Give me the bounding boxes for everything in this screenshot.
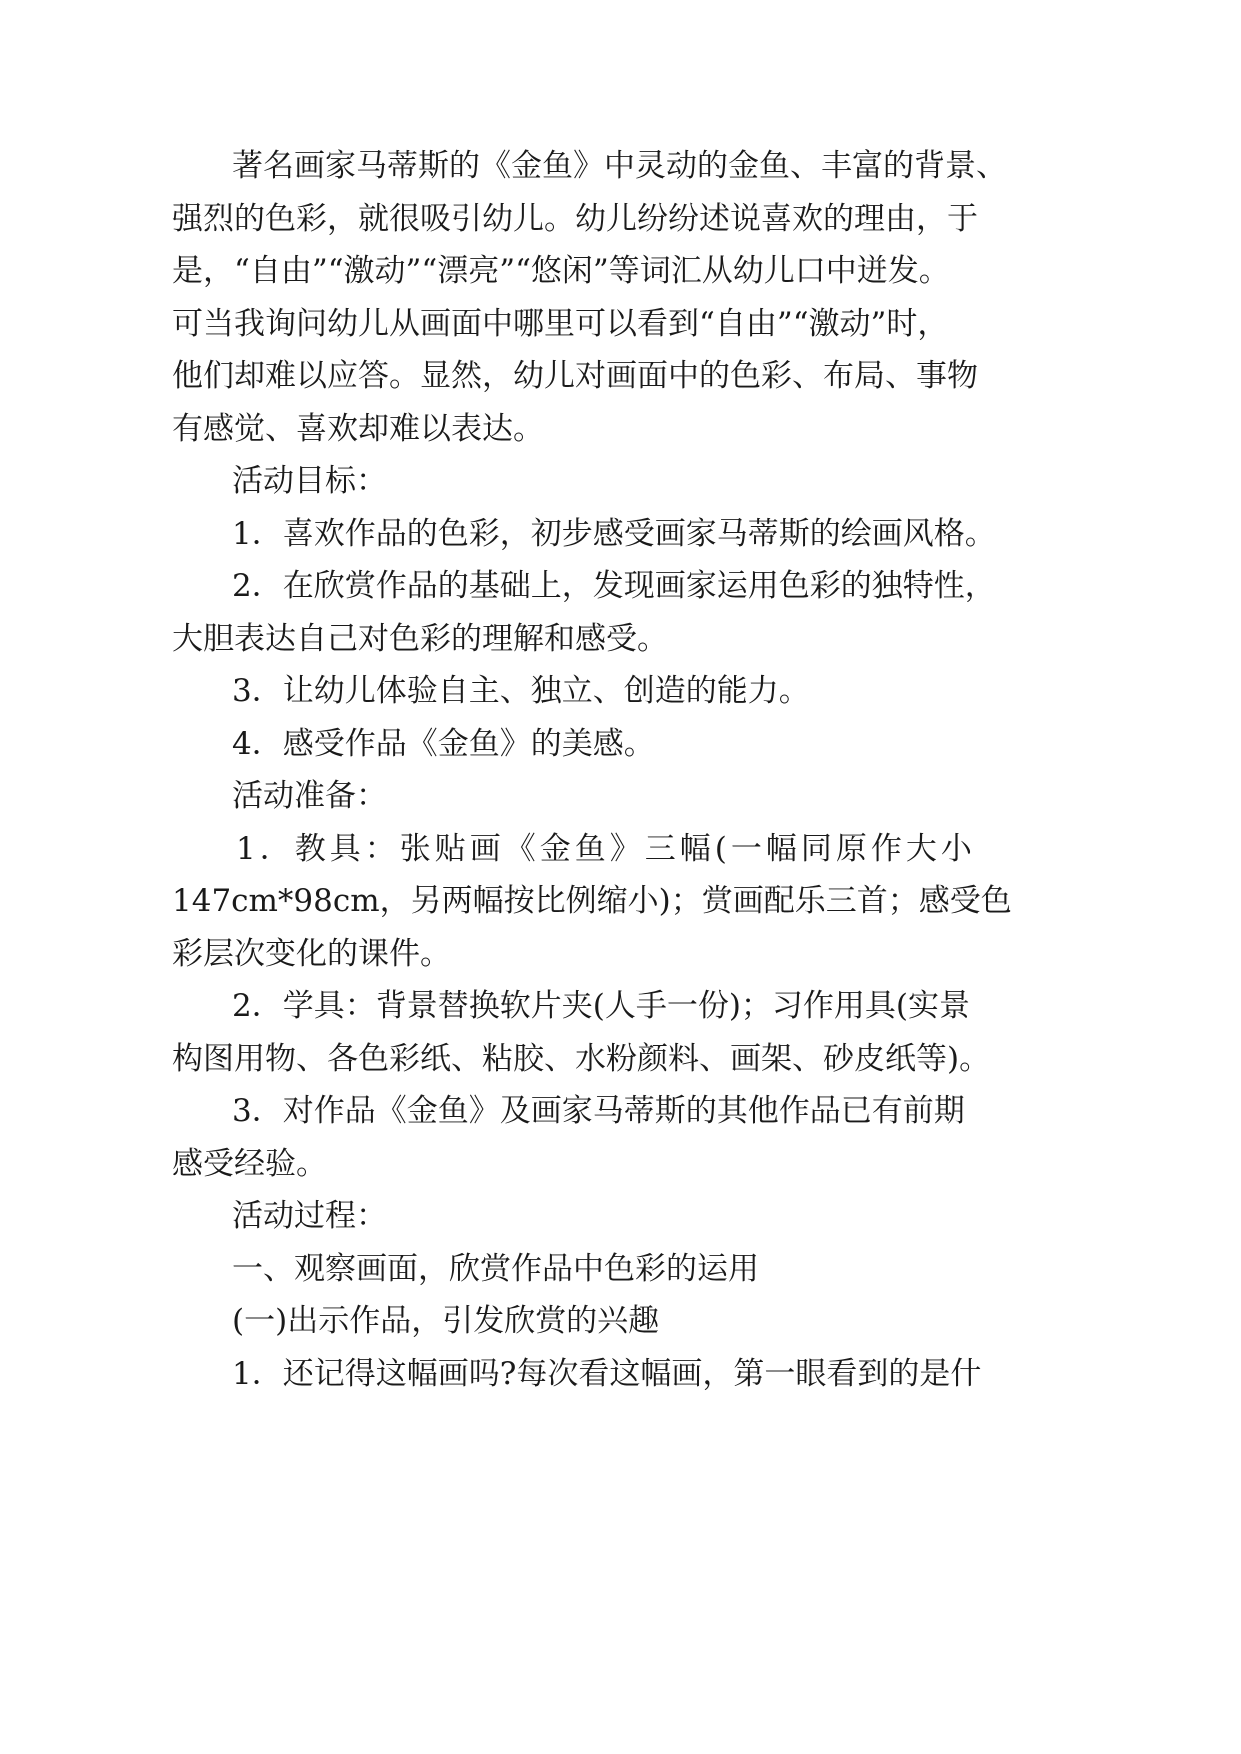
- paragraph-line: 构图用物、各色彩纸、粘胶、水粉颜料、画架、砂皮纸等)。: [172, 1041, 991, 1077]
- paragraph-line: 彩层次变化的课件。: [172, 936, 451, 972]
- list-item: 3．对作品《金鱼》及画家马蒂斯的其他作品已有前期: [232, 1093, 965, 1129]
- paragraph-line: 著名画家马蒂斯的《金鱼》中灵动的金鱼、丰富的背景、: [232, 148, 1007, 184]
- paragraph-line: 有感觉、喜欢却难以表达。: [172, 411, 544, 447]
- paragraph-line: 他们却难以应答。显然，幼儿对画面中的色彩、布局、事物: [172, 358, 978, 394]
- list-item: 1．还记得这幅画吗?每次看这幅画，第一眼看到的是什: [232, 1356, 982, 1392]
- list-item: 3．让幼儿体验自主、独立、创造的能力。: [232, 673, 810, 709]
- subsection-heading: 一、观察画面，欣赏作品中色彩的运用: [232, 1251, 759, 1287]
- list-item: 1．喜欢作品的色彩，初步感受画家马蒂斯的绘画风格。: [232, 516, 996, 552]
- paragraph-line: 感受经验。: [172, 1146, 327, 1182]
- list-item: 4．感受作品《金鱼》的美感。: [232, 726, 655, 762]
- paragraph-line: 强烈的色彩，就很吸引幼儿。幼儿纷纷述说喜欢的理由，于: [172, 201, 978, 237]
- paragraph-line: 是，“自由”“激动”“漂亮”“悠闲”等词汇从幼儿口中迸发。: [172, 253, 950, 289]
- list-item: 2．学具：背景替换软片夹(人手一份)；习作用具(实景: [232, 988, 971, 1024]
- paragraph-line: 可当我询问幼儿从画面中哪里可以看到“自由”“激动”时，: [172, 306, 949, 342]
- paragraph-line: 147cm*98cm，另两幅按比例缩小)；赏画配乐三首；感受色: [172, 883, 1012, 919]
- subsection-heading: (一)出示作品，引发欣赏的兴趣: [232, 1303, 660, 1339]
- section-heading: 活动目标：: [232, 463, 387, 499]
- section-heading: 活动过程：: [232, 1198, 387, 1234]
- section-heading: 活动准备：: [232, 778, 387, 814]
- list-item: 1．教具：张贴画《金鱼》三幅(一幅同原作大小: [236, 831, 976, 867]
- list-item: 2．在欣赏作品的基础上，发现画家运用色彩的独特性，: [232, 568, 996, 604]
- paragraph-line: 大胆表达自己对色彩的理解和感受。: [172, 621, 668, 657]
